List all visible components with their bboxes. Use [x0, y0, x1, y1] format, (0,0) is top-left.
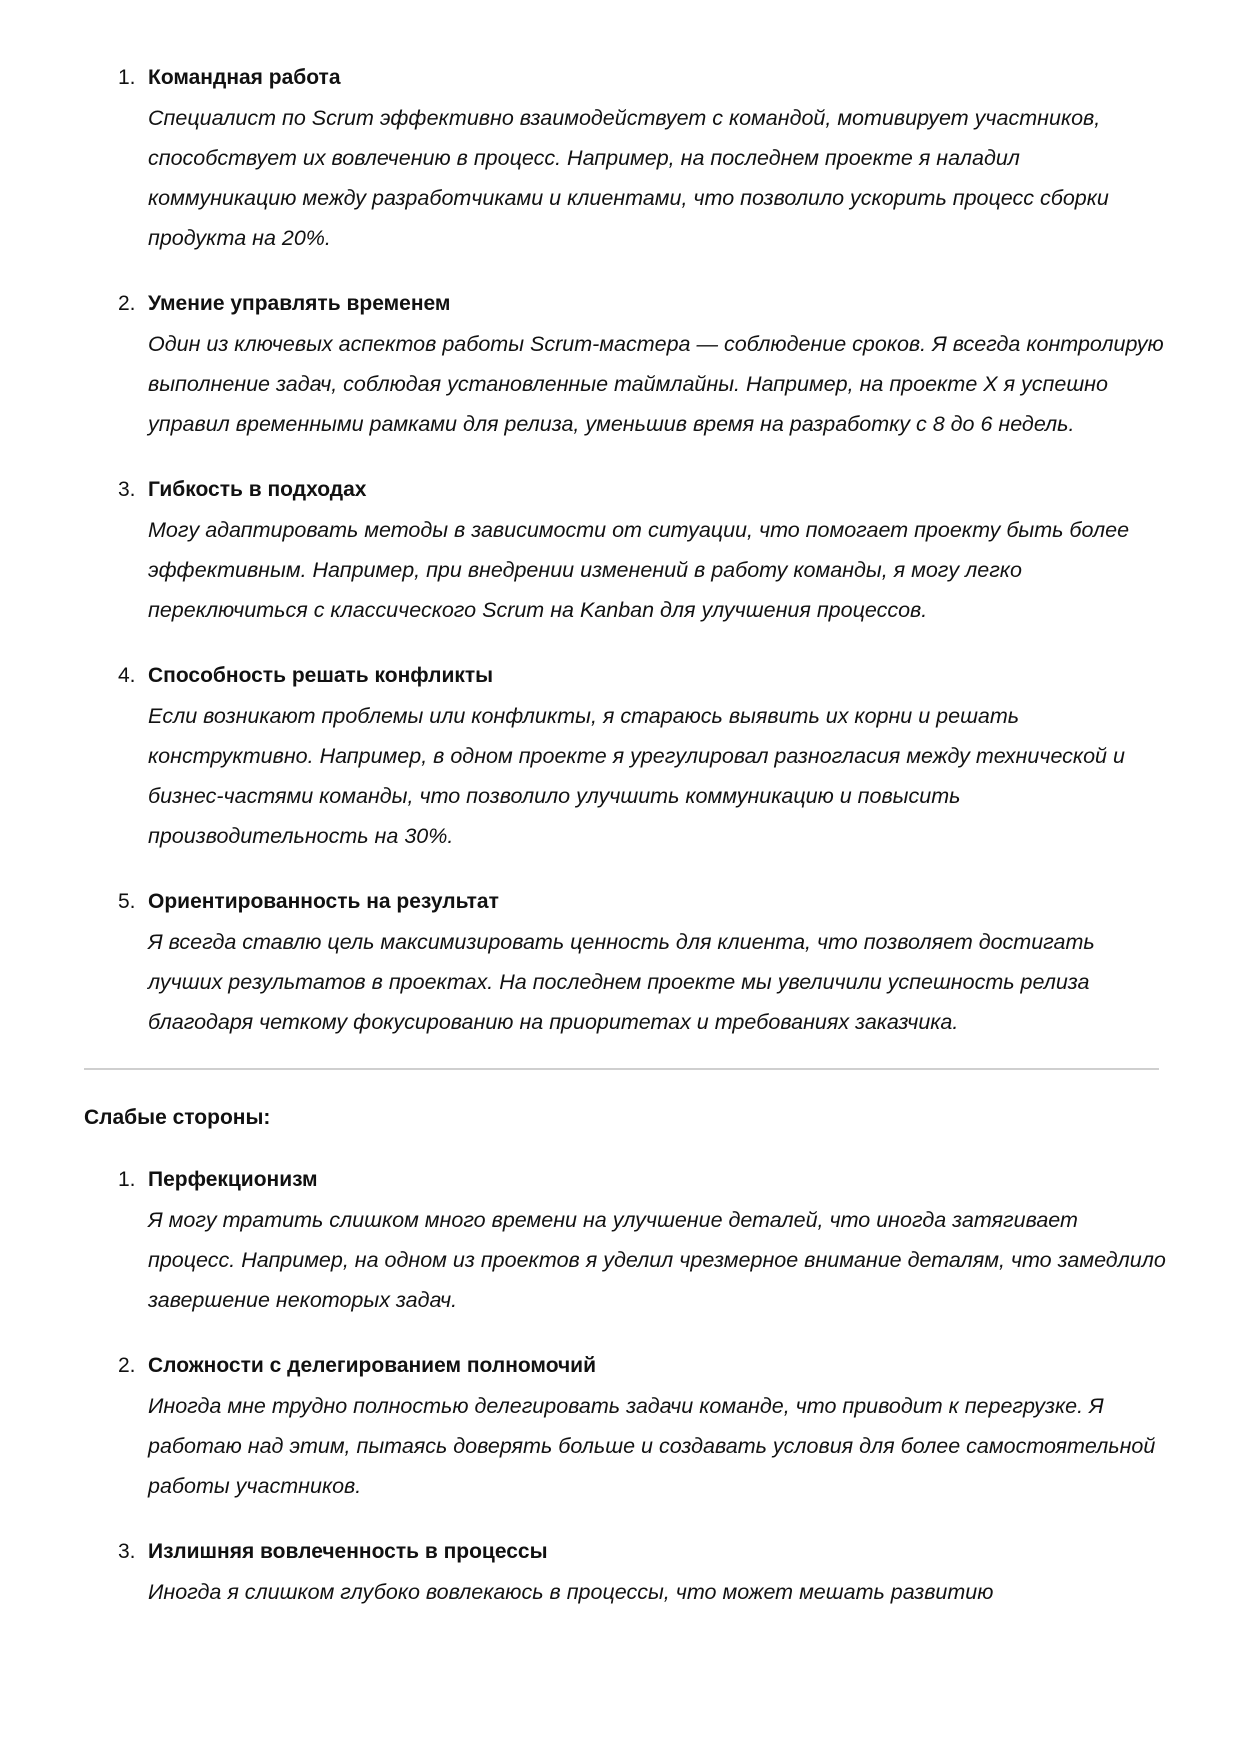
list-item: [118, 1160, 1166, 1320]
list-item: [118, 1346, 1159, 1506]
list-item: [118, 656, 1159, 856]
item-text: Иногда мне трудно полностью делегировать задачи команде, что приводит к перегрузке. Я работаю над этим, пытаясь доверять больше и создавать условия для более самостоятельной работы участников.: [148, 1394, 1156, 1498]
item-text: Один из ключевых аспектов работы Scrum-мастера — соблюдение сроков. Я всегда контролирую выполнение задач, соблюдая установленные таймлайны. Например, на проекте X я успешно управил временными рамками для релиза, уменьшив время на разработку с 8 до 6 недель.: [148, 332, 1164, 436]
item-number: 3.: [118, 1540, 136, 1563]
weaknesses-heading: Слабые стороны:: [84, 1106, 271, 1129]
item-title: Сложности с делегированием полномочий: [148, 1354, 597, 1377]
item-title: Перфекционизм: [148, 1168, 318, 1191]
item-number: 2.: [118, 292, 136, 315]
item-title: Излишняя вовлеченность в процессы: [148, 1540, 548, 1563]
list-item: [118, 58, 1159, 258]
strengths-list: [84, 58, 1164, 1042]
item-text: Я могу тратить слишком много времени на улучшение деталей, что иногда затягивает процесс. Например, на одном из проектов я уделил чрезмерное внимание деталям, что замедлило завершение некоторых задач.: [148, 1208, 1166, 1312]
item-number: 2.: [118, 1354, 136, 1377]
item-text: Я всегда ставлю цель максимизировать ценность для клиента, что позволяет достигать лучших результатов в проектах. На последнем проекте мы увеличили успешность релиза благодаря четкому фокусированию на приоритетах и требованиях заказчика.: [148, 930, 1095, 1034]
list-item: [118, 284, 1164, 444]
item-number: 3.: [118, 478, 136, 501]
item-title: Гибкость в подходах: [148, 478, 367, 501]
item-number: 1.: [118, 66, 136, 89]
item-title: Командная работа: [148, 66, 341, 89]
document: [84, 58, 1166, 1638]
item-number: 1.: [118, 1168, 136, 1191]
item-title: Ориентированность на результат: [148, 890, 499, 913]
item-title: Способность решать конфликты: [148, 664, 494, 687]
list-item: [118, 470, 1159, 630]
item-text: Иногда я слишком глубоко вовлекаюсь в процессы, что может мешать развитию: [148, 1580, 994, 1604]
item-text: Могу адаптировать методы в зависимости от ситуации, что помогает проекту быть более эффективным. Например, при внедрении изменений в работу команды, я могу легко переключиться с классического Scrum на Kanban для улучшения процессов.: [148, 518, 1130, 622]
item-title: Умение управлять временем: [148, 292, 451, 315]
list-item: [118, 1532, 1159, 1612]
list-item: [118, 882, 1159, 1042]
item-number: 5.: [118, 890, 136, 913]
item-text: Специалист по Scrum эффективно взаимодействует с командой, мотивирует участников, способствует их вовлечению в процесс. Например, на последнем проекте я наладил коммуникацию между разработчиками и клиентами, что позволило ускорить процесс сборки продукта на 20%.: [148, 106, 1109, 250]
item-number: 4.: [118, 664, 136, 687]
item-text: Если возникают проблемы или конфликты, я стараюсь выявить их корни и решать конструктивно. Например, в одном проекте я урегулировал разногласия между технической и бизнес-частями команды, что позволило улучшить коммуникацию и повысить производительность на 30%.: [148, 704, 1125, 848]
weaknesses-list: [84, 1160, 1166, 1612]
